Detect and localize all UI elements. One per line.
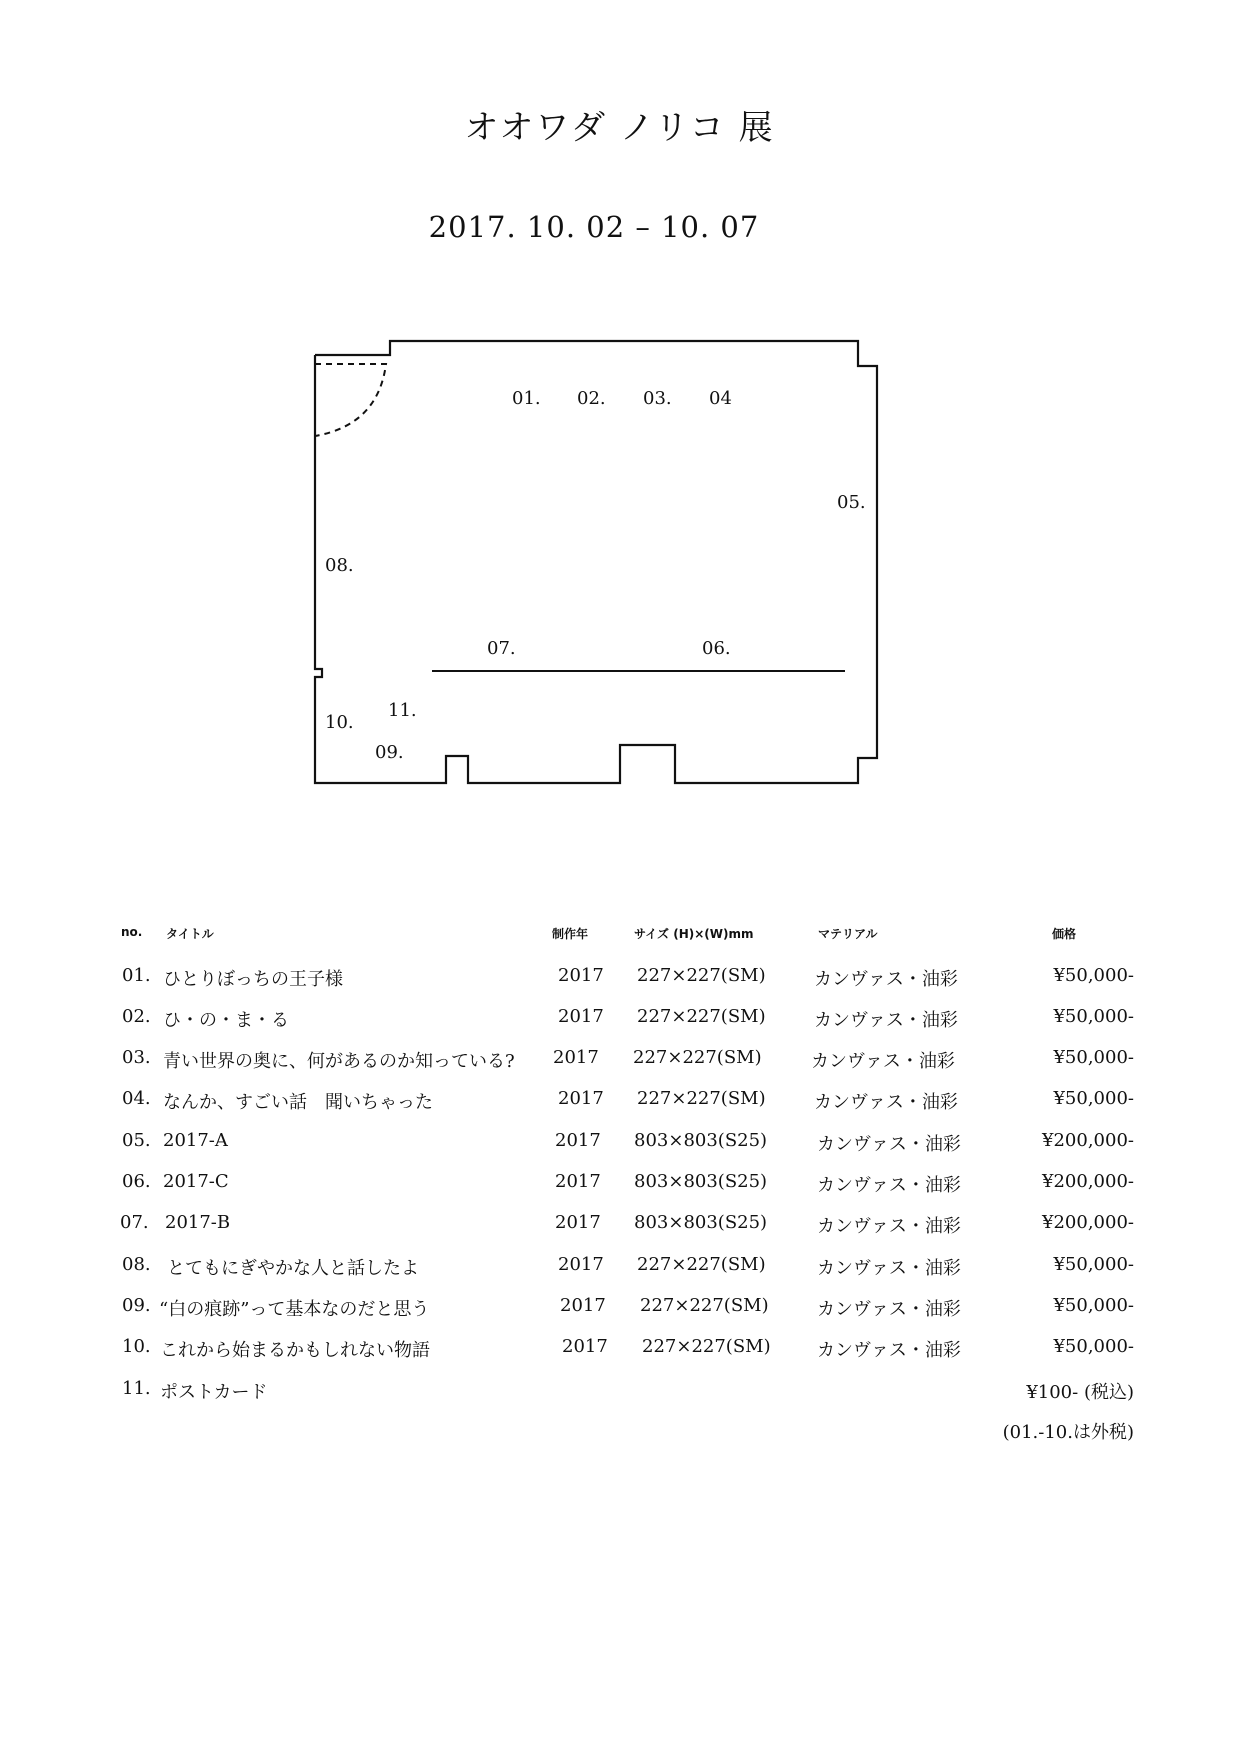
row-size: 803×803(S25)	[634, 1130, 768, 1151]
exhibition-dates: 2017. 10. 02 – 10. 07	[428, 210, 760, 244]
row-no: 08.	[122, 1254, 151, 1275]
row-title: 2017-A	[163, 1130, 228, 1151]
row-no: 10.	[122, 1336, 151, 1357]
row-no: 09.	[122, 1295, 151, 1316]
table-row	[0, 1047, 1239, 1077]
table-row	[0, 1212, 1239, 1242]
table-row	[0, 1130, 1239, 1160]
row-year: 2017	[558, 1088, 604, 1109]
row-no: 07.	[120, 1212, 149, 1233]
header-no: no.	[121, 925, 143, 939]
row-size: 803×803(S25)	[634, 1171, 768, 1192]
row-price: ¥50,000-	[1053, 1006, 1134, 1027]
row-material: カンヴァス・油彩	[814, 969, 958, 990]
table-row	[0, 1378, 1239, 1408]
door-swing-icon	[315, 364, 386, 436]
row-material: カンヴァス・油彩	[817, 1216, 961, 1237]
row-title: 2017-B	[165, 1212, 231, 1233]
tax-note: (01.-10.は外税)	[1002, 1422, 1134, 1443]
row-material: カンヴァス・油彩	[817, 1258, 961, 1279]
row-price: ¥50,000-	[1053, 1254, 1134, 1275]
plan-label-09: 09.	[375, 742, 404, 763]
row-title: 2017-C	[163, 1171, 229, 1192]
row-no: 06.	[122, 1171, 151, 1192]
row-material: カンヴァス・油彩	[814, 1010, 958, 1031]
header-material: マテリアル	[818, 927, 878, 941]
row-material: カンヴァス・油彩	[817, 1134, 961, 1155]
row-year: 2017	[558, 1254, 604, 1275]
row-year: 2017	[562, 1336, 608, 1357]
row-size: 227×227(SM)	[633, 1047, 762, 1068]
row-year: 2017	[555, 1130, 601, 1151]
row-year: 2017	[558, 965, 604, 986]
plan-label-07: 07.	[487, 638, 516, 659]
row-title: ひ・の・ま・る	[163, 1010, 289, 1031]
row-size: 227×227(SM)	[640, 1295, 769, 1316]
row-material: カンヴァス・油彩	[817, 1175, 961, 1196]
row-title: “白の痕跡”って基本なのだと思う	[159, 1299, 430, 1320]
plan-label-06: 06.	[702, 638, 731, 659]
plan-label-10: 10.	[325, 712, 354, 733]
row-material: カンヴァス・油彩	[817, 1299, 961, 1320]
table-row	[0, 1295, 1239, 1325]
row-size: 227×227(SM)	[637, 965, 766, 986]
table-row	[0, 1336, 1239, 1366]
table-row	[0, 1171, 1239, 1201]
table-row	[0, 1254, 1239, 1284]
plan-label-01: 01.	[512, 388, 541, 409]
row-price: ¥200,000-	[1042, 1130, 1134, 1151]
table-row	[0, 1088, 1239, 1118]
table-row	[0, 1006, 1239, 1036]
exhibition-title: オオワダ ノリコ 展	[464, 108, 775, 148]
row-title: なんか、すごい話 聞いちゃった	[163, 1092, 433, 1113]
plan-label-04: 04	[709, 388, 732, 409]
row-price: ¥200,000-	[1042, 1171, 1134, 1192]
row-price: ¥50,000-	[1053, 1295, 1134, 1316]
plan-label-08: 08.	[325, 555, 354, 576]
row-no: 01.	[122, 965, 151, 986]
plan-label-11: 11.	[388, 700, 417, 721]
row-no: 04.	[122, 1088, 151, 1109]
row-no: 02.	[122, 1006, 151, 1027]
row-title: 青い世界の奥に、何があるのか知っている?	[163, 1051, 515, 1072]
row-size: 803×803(S25)	[634, 1212, 768, 1233]
table-row	[0, 965, 1239, 995]
row-title: これから始まるかもしれない物語	[160, 1340, 430, 1361]
row-price: ¥50,000-	[1053, 1088, 1134, 1109]
floor-plan	[0, 0, 1239, 820]
header-size: サイズ (H)×(W)mm	[634, 927, 754, 941]
row-size: 227×227(SM)	[637, 1006, 766, 1027]
row-material: カンヴァス・油彩	[811, 1051, 955, 1072]
row-price: ¥50,000-	[1053, 965, 1134, 986]
row-year: 2017	[553, 1047, 599, 1068]
row-title: ポストカード	[160, 1382, 268, 1403]
row-no: 11.	[122, 1378, 151, 1399]
row-no: 05.	[122, 1130, 151, 1151]
plan-label-05: 05.	[837, 492, 866, 513]
row-material: カンヴァス・油彩	[817, 1340, 961, 1361]
row-year: 2017	[558, 1006, 604, 1027]
table-header	[0, 925, 1239, 947]
row-price: ¥200,000-	[1042, 1212, 1134, 1233]
row-price: ¥50,000-	[1053, 1336, 1134, 1357]
row-title: ひとりぼっちの王子様	[163, 969, 343, 990]
row-no: 03.	[122, 1047, 151, 1068]
row-size: 227×227(SM)	[637, 1088, 766, 1109]
row-size: 227×227(SM)	[637, 1254, 766, 1275]
row-year: 2017	[560, 1295, 606, 1316]
header-title: タイトル	[166, 927, 214, 941]
row-size: 227×227(SM)	[642, 1336, 771, 1357]
plan-label-02: 02.	[577, 388, 606, 409]
row-price: ¥50,000-	[1053, 1047, 1134, 1068]
row-price: ¥100- (税込)	[1026, 1382, 1134, 1403]
row-year: 2017	[555, 1212, 601, 1233]
header-year: 制作年	[552, 927, 589, 941]
plan-label-03: 03.	[643, 388, 672, 409]
row-year: 2017	[555, 1171, 601, 1192]
row-material: カンヴァス・油彩	[814, 1092, 958, 1113]
row-title: とてもにぎやかな人と話したよ	[167, 1258, 419, 1279]
header-price: 価格	[1052, 927, 1077, 941]
